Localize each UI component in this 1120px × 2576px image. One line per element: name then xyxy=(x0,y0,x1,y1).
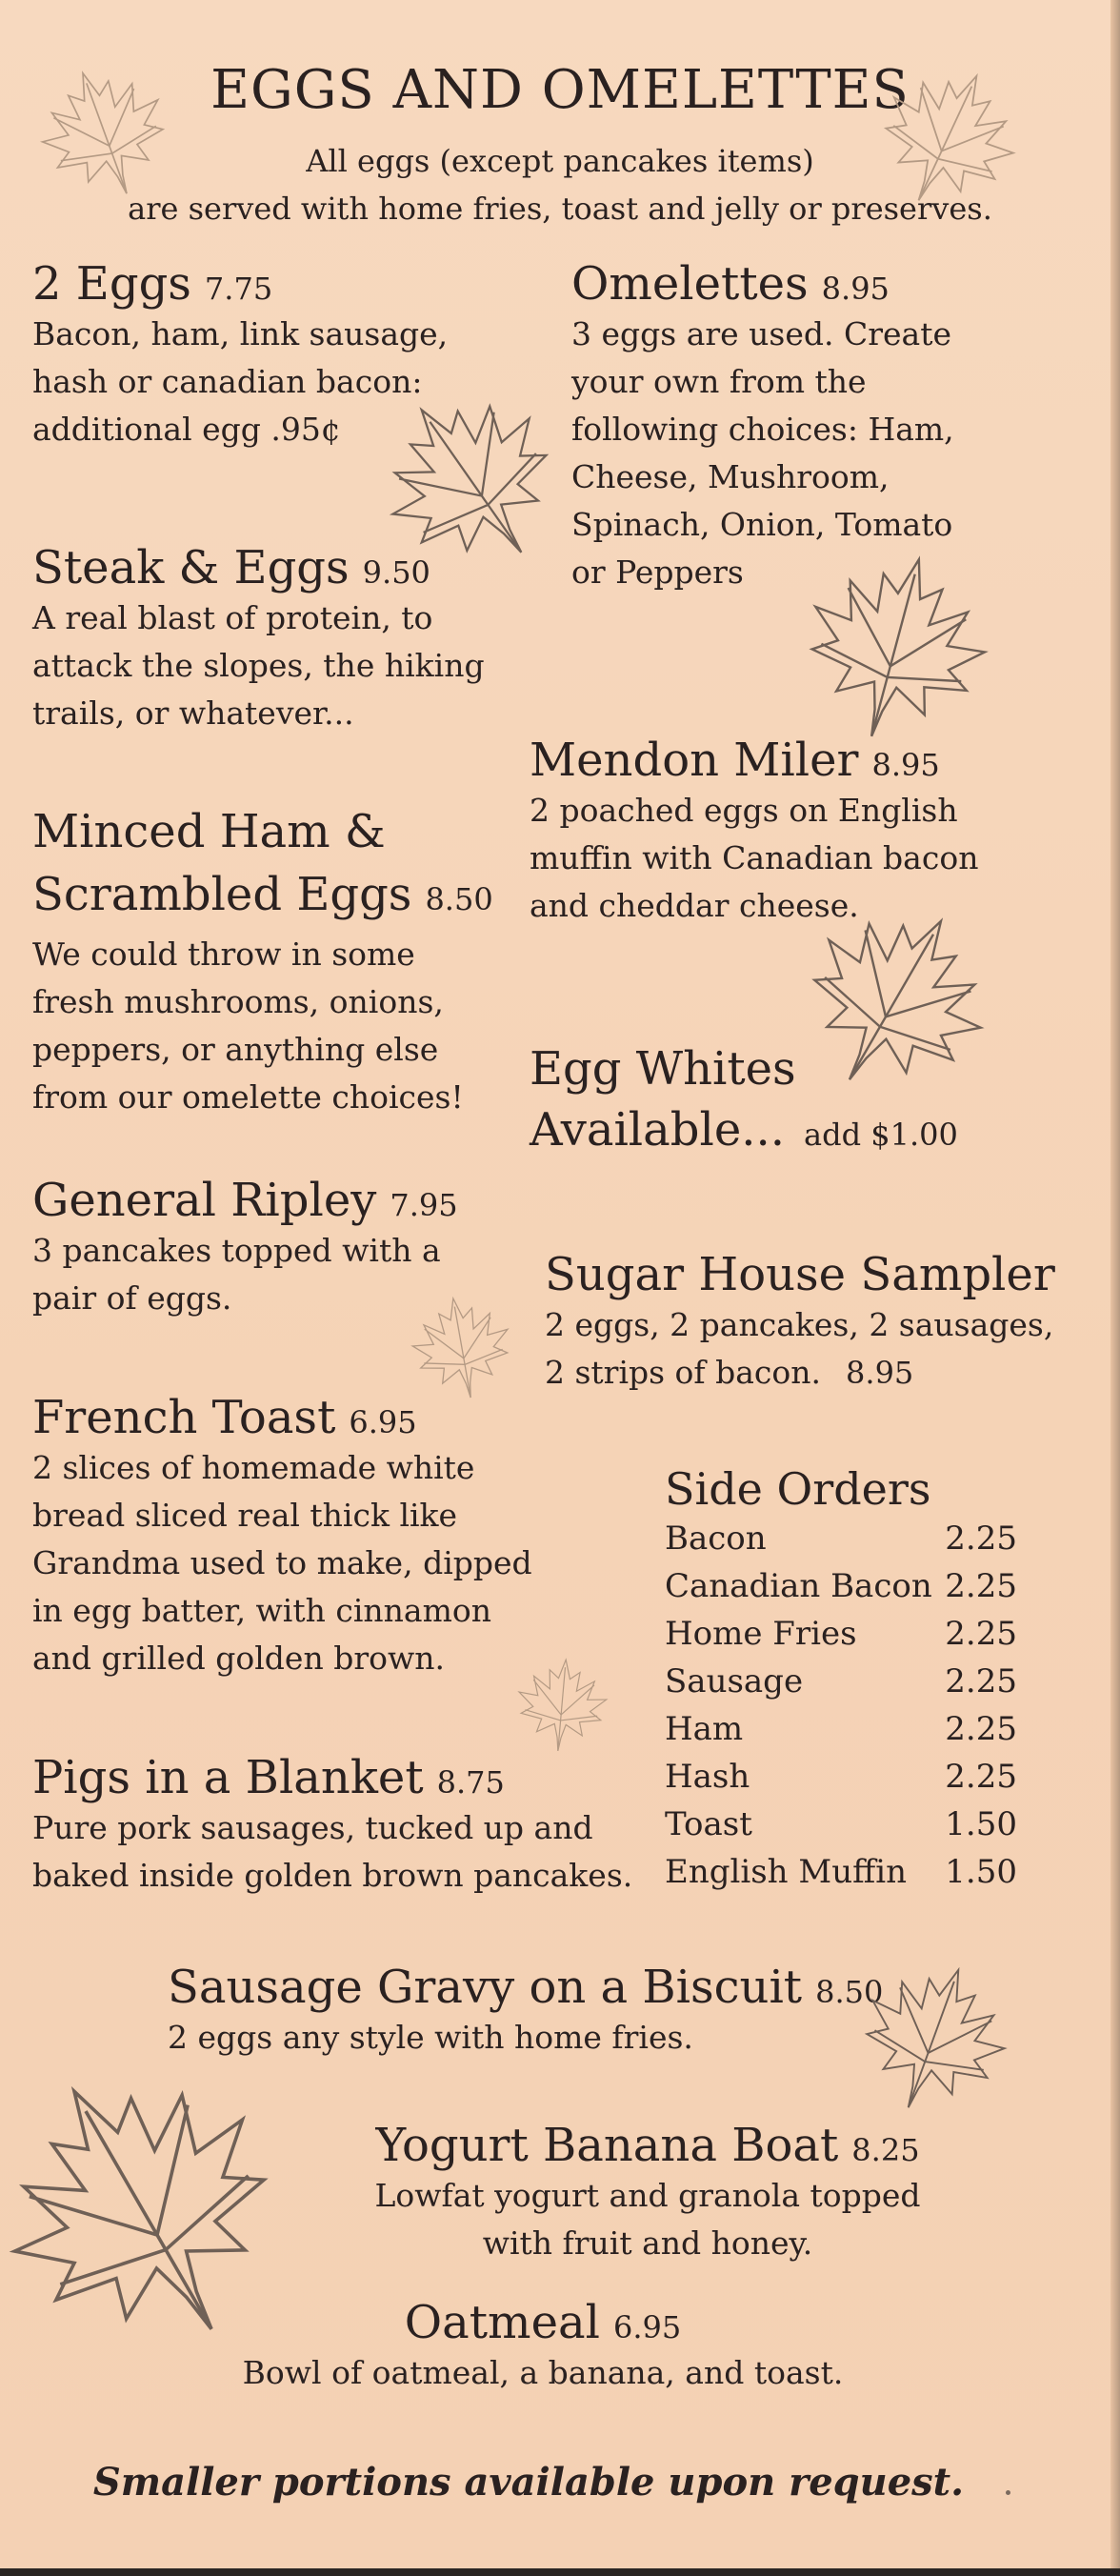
desc-line: bread sliced real thick like xyxy=(32,1497,458,1534)
menu-item-pigs-in-a-blanket xyxy=(32,1751,632,1900)
item-name: Yogurt Banana Boat xyxy=(375,2119,839,2172)
item-price: 8.95 xyxy=(846,1355,914,1391)
item-name-line1: Egg Whites xyxy=(530,1042,796,1096)
side-order-price: 2.25 xyxy=(945,1615,1017,1653)
menu-item-sausage-gravy xyxy=(168,1961,883,2062)
item-name-line2: Available... xyxy=(530,1103,786,1157)
menu-item-sugar-house-sampler xyxy=(545,1248,1055,1397)
side-order-price: 2.25 xyxy=(945,1710,1017,1748)
item-price: 7.75 xyxy=(204,271,273,307)
item-name: French Toast xyxy=(32,1391,336,1444)
desc-line: baked inside golden brown pancakes. xyxy=(32,1857,633,1894)
desc-line: or Peppers xyxy=(571,553,744,591)
desc-line: 2 strips of bacon. xyxy=(545,1354,822,1391)
maple-leaf-icon xyxy=(401,1287,522,1408)
item-description: Bowl of oatmeal, a banana, and toast. xyxy=(242,2354,844,2391)
side-order-row xyxy=(665,1658,1017,1705)
side-order-row xyxy=(665,1801,1017,1848)
side-order-name: Toast xyxy=(665,1805,752,1843)
header-note-line1: All eggs (except pancakes items) xyxy=(306,143,814,179)
desc-line: Cheese, Mushroom, xyxy=(571,458,890,495)
menu-item-omelettes xyxy=(571,257,954,596)
item-price: 8.75 xyxy=(436,1764,505,1801)
page-edge xyxy=(1110,0,1120,2576)
menu-item-yogurt-banana-boat xyxy=(362,2119,933,2267)
side-order-name: Sausage xyxy=(665,1662,804,1701)
item-name: Pigs in a Blanket xyxy=(32,1751,424,1804)
decorative-dot xyxy=(1006,2490,1010,2495)
desc-line: in egg batter, with cinnamon xyxy=(32,1592,491,1629)
item-price: 8.50 xyxy=(815,1974,884,2010)
item-price: 6.95 xyxy=(349,1404,417,1440)
desc-line: pair of eggs. xyxy=(32,1279,232,1317)
side-order-row xyxy=(665,1705,1017,1753)
item-name: General Ripley xyxy=(32,1174,377,1227)
item-price: add $1.00 xyxy=(804,1117,958,1153)
item-price: 8.95 xyxy=(821,271,890,307)
side-order-name: Bacon xyxy=(665,1519,767,1558)
side-orders xyxy=(665,1463,1017,1896)
menu-item-2-eggs xyxy=(32,257,448,453)
item-description xyxy=(32,594,485,737)
item-name: Sausage Gravy on a Biscuit xyxy=(168,1961,803,2014)
side-orders-title: Side Orders xyxy=(665,1463,931,1515)
desc-line: additional egg .95¢ xyxy=(32,411,341,448)
desc-line: hash or canadian bacon: xyxy=(32,363,423,400)
desc-line: We could throw in some xyxy=(32,936,415,973)
item-description xyxy=(32,931,493,1121)
item-price: 6.95 xyxy=(612,2309,682,2345)
side-order-price: 2.25 xyxy=(945,1519,1017,1558)
desc-line: 2 slices of homemade white xyxy=(32,1449,475,1486)
desc-line: 3 pancakes topped with a xyxy=(32,1232,441,1269)
side-order-name: Ham xyxy=(665,1710,744,1748)
item-price: 8.25 xyxy=(851,2132,920,2168)
item-name: Oatmeal xyxy=(404,2296,600,2349)
footer-note: Smaller portions available upon request. xyxy=(92,2460,965,2505)
item-name: 2 Eggs xyxy=(32,257,191,311)
menu-item-oatmeal xyxy=(190,2296,895,2397)
item-name: Sugar House Sampler xyxy=(545,1248,1055,1301)
item-name: Mendon Miler xyxy=(530,734,859,787)
item-name: Omelettes xyxy=(571,257,809,311)
menu-item-steak-eggs xyxy=(32,541,485,737)
item-description xyxy=(32,1804,632,1900)
page-bottom-edge xyxy=(0,2568,1120,2576)
item-description xyxy=(545,1301,1055,1397)
desc-line: attack the slopes, the hiking xyxy=(32,647,485,684)
item-description xyxy=(32,1444,532,1682)
menu-item-general-ripley xyxy=(32,1174,458,1322)
item-price: 9.50 xyxy=(362,554,430,591)
desc-line: Spinach, Onion, Tomato xyxy=(571,506,953,543)
header-note-line2: are served with home fries, toast and jelly or preserves. xyxy=(128,191,992,227)
desc-line: following choices: Ham, xyxy=(571,411,954,448)
side-order-row xyxy=(665,1515,1017,1562)
side-order-row xyxy=(665,1562,1017,1610)
item-description xyxy=(362,2172,933,2267)
desc-line: Lowfat yogurt and granola topped xyxy=(374,2177,921,2214)
page-title: EGGS AND OMELETTES xyxy=(210,59,910,121)
desc-line: muffin with Canadian bacon xyxy=(530,839,979,876)
item-price: 7.95 xyxy=(390,1187,458,1223)
side-order-row xyxy=(665,1610,1017,1658)
side-order-name: Home Fries xyxy=(665,1615,857,1653)
item-name-line1: Minced Ham & xyxy=(32,805,386,858)
desc-line: peppers, or anything else xyxy=(32,1031,439,1068)
item-name: Steak & Eggs xyxy=(32,541,350,594)
side-order-row xyxy=(665,1753,1017,1801)
desc-line: with fruit and honey. xyxy=(482,2224,813,2262)
side-order-price: 2.25 xyxy=(945,1567,1017,1605)
side-order-name: Canadian Bacon xyxy=(665,1567,932,1605)
desc-line: from our omelette choices! xyxy=(32,1078,464,1116)
item-description xyxy=(32,1227,458,1322)
side-order-name: Hash xyxy=(665,1758,750,1796)
side-order-price: 2.25 xyxy=(945,1758,1017,1796)
item-name-line2: Scrambled Eggs xyxy=(32,868,412,921)
item-price: 8.95 xyxy=(871,747,940,783)
desc-line: 3 eggs are used. Create xyxy=(571,315,951,352)
desc-line: A real blast of protein, to xyxy=(32,599,433,636)
desc-line: 2 eggs, 2 pancakes, 2 sausages, xyxy=(545,1306,1054,1343)
side-order-price: 2.25 xyxy=(945,1662,1017,1701)
side-order-price: 1.50 xyxy=(945,1853,1017,1891)
maple-leaf-icon xyxy=(510,1654,613,1757)
menu-item-french-toast xyxy=(32,1391,532,1682)
desc-line: 2 poached eggs on English xyxy=(530,792,958,829)
desc-line: Bacon, ham, link sausage, xyxy=(32,315,449,352)
desc-line: and cheddar cheese. xyxy=(530,887,859,924)
desc-line: and grilled golden brown. xyxy=(32,1640,445,1677)
menu-item-minced-ham xyxy=(32,800,493,1121)
item-price: 8.50 xyxy=(425,881,493,917)
desc-line: your own from the xyxy=(571,363,867,400)
desc-line: trails, or whatever... xyxy=(32,694,354,732)
side-order-row xyxy=(665,1848,1017,1896)
side-orders-list xyxy=(665,1515,1017,1896)
desc-line: fresh mushrooms, onions, xyxy=(32,983,444,1020)
side-order-name: English Muffin xyxy=(665,1853,908,1891)
desc-line: Pure pork sausages, tucked up and xyxy=(32,1809,593,1846)
side-order-price: 1.50 xyxy=(945,1805,1017,1843)
item-description: 2 eggs any style with home fries. xyxy=(168,2019,693,2056)
desc-line: Grandma used to make, dipped xyxy=(32,1544,532,1581)
